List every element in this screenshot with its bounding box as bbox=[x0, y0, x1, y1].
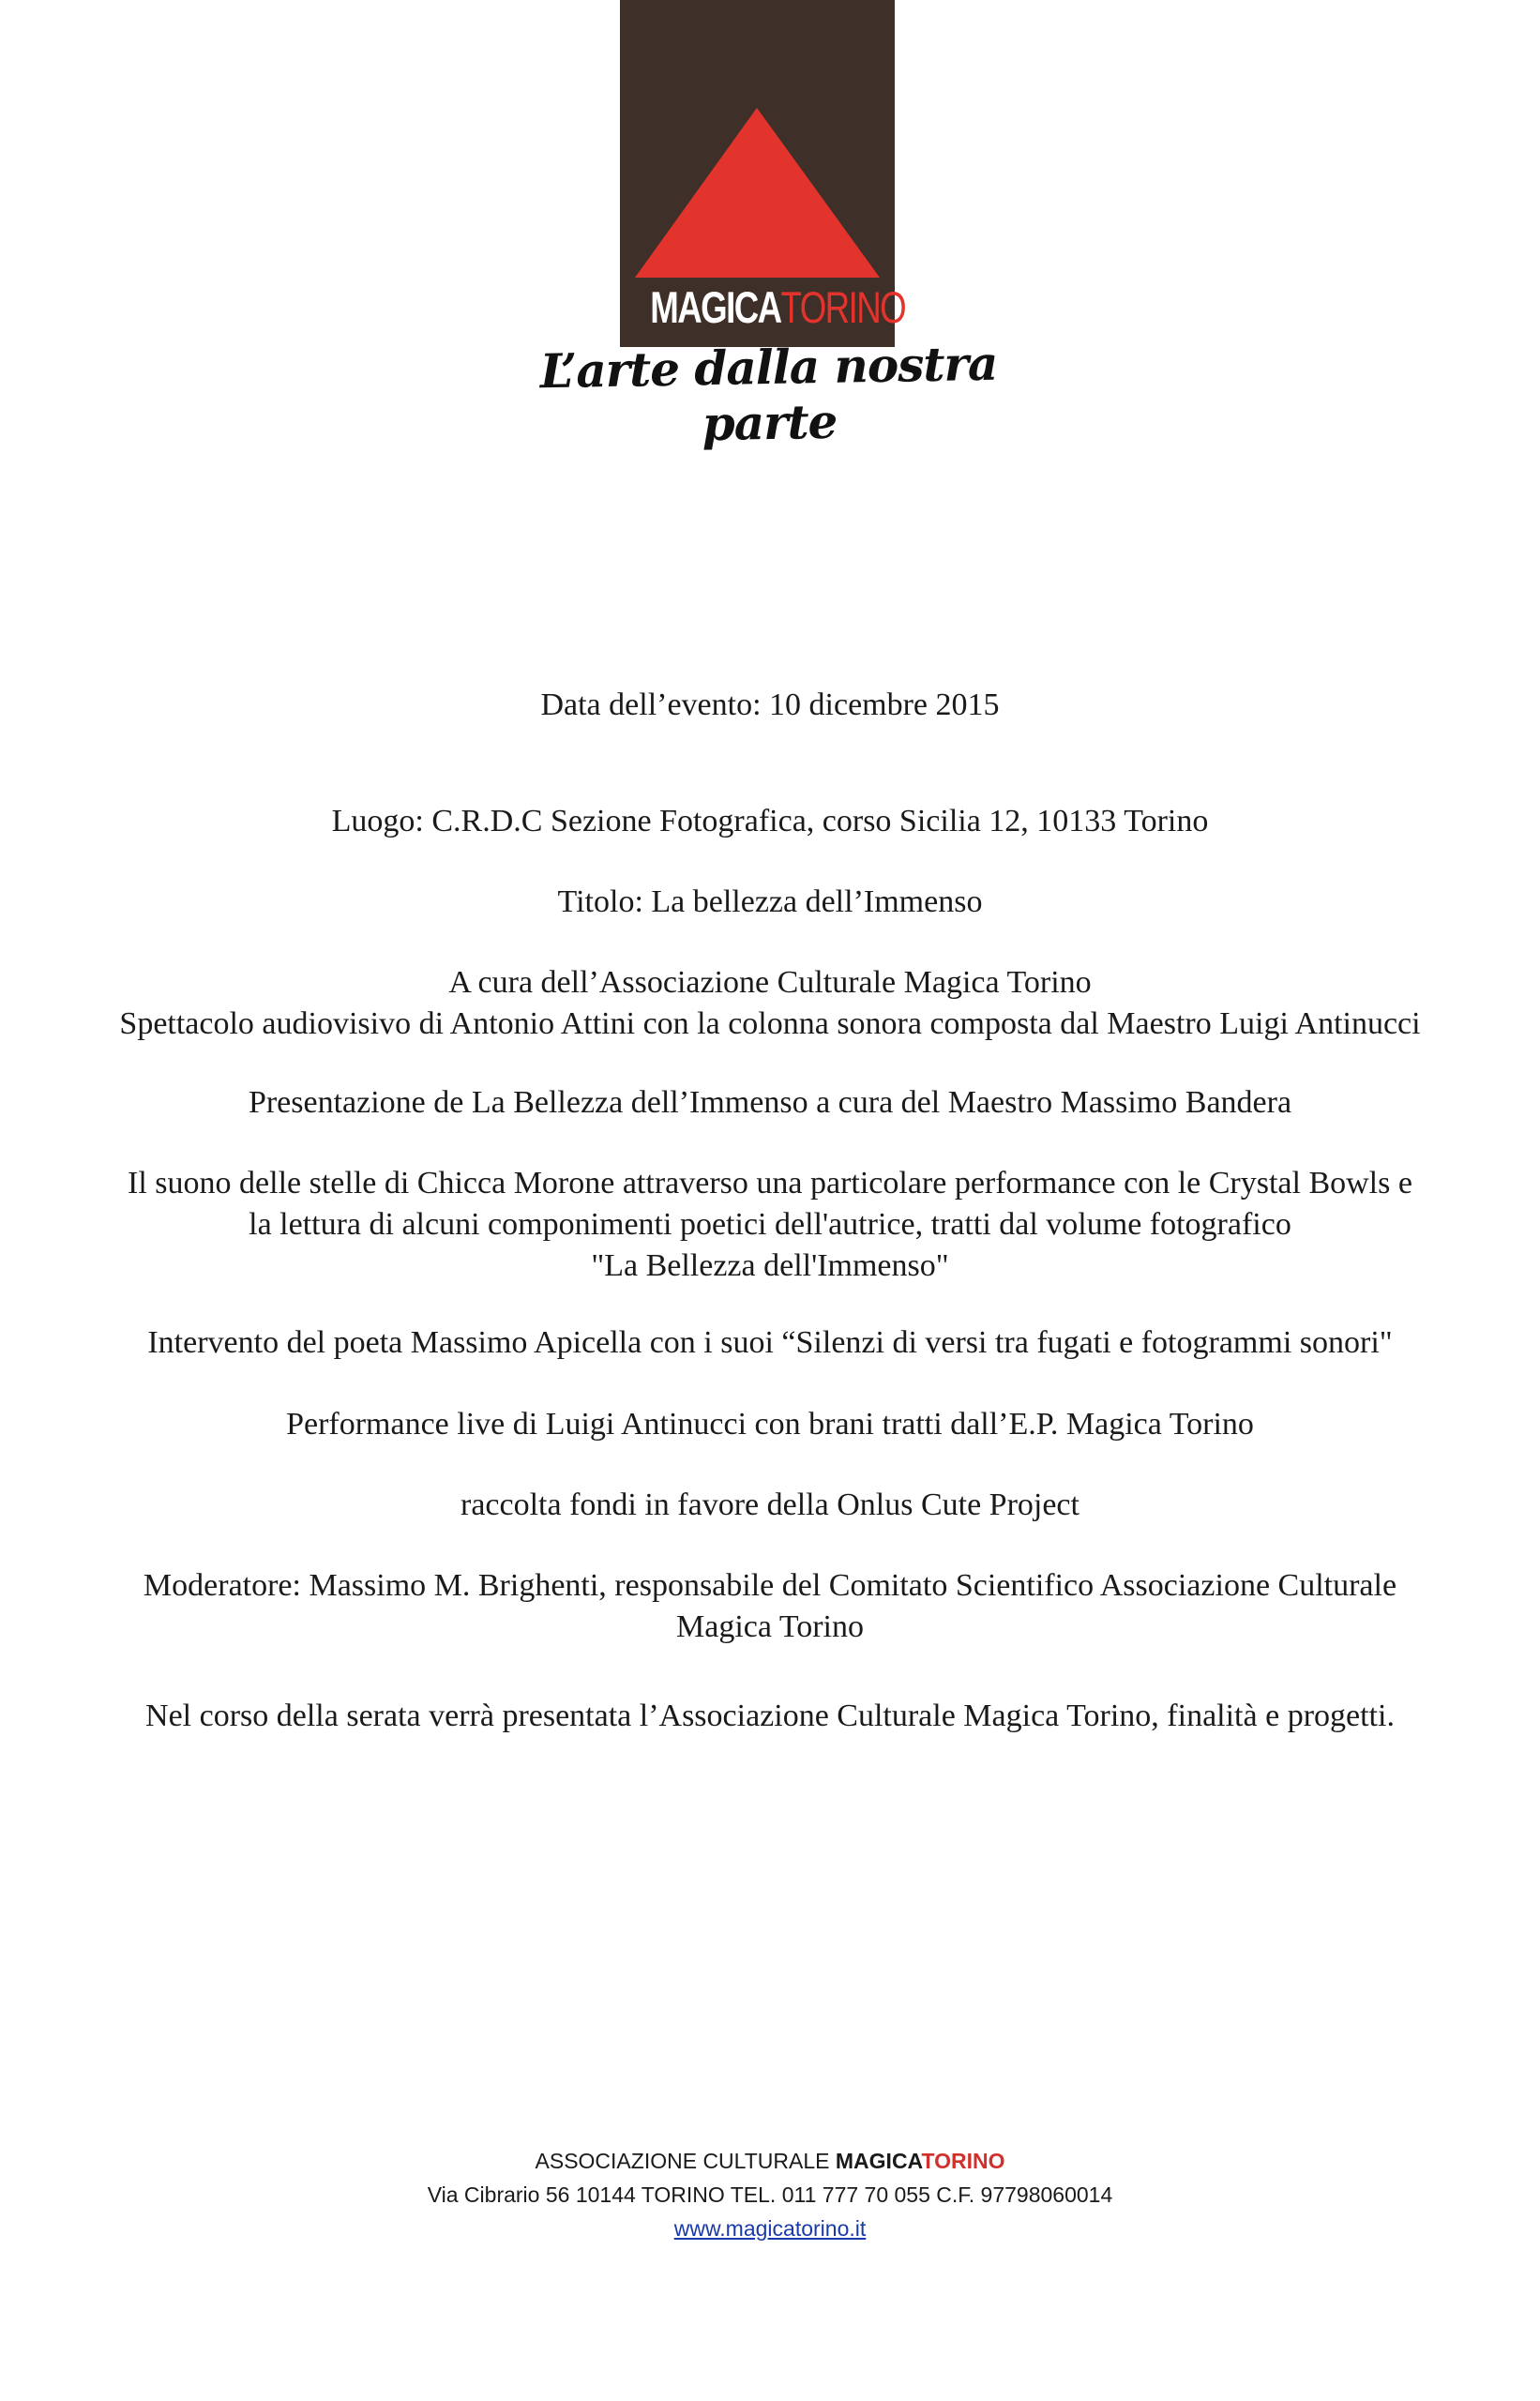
logo-word-magica: MAGICA bbox=[650, 282, 781, 332]
footer-website-link[interactable]: www.magicatorino.it bbox=[673, 2216, 867, 2241]
event-curator-line: Spettacolo audiovisivo di Antonio Attini con la colonna sonora composta dal Maestro Luigi Antinucci bbox=[119, 1006, 1421, 1041]
footer-address: Via Cibrario 56 10144 TORINO TEL. 011 777 70 055 C.F. 97798060014 bbox=[427, 2182, 1113, 2207]
logo-wordmark bbox=[650, 279, 906, 336]
event-closing: Nel corso della serata verrà presentata l’Associazione Culturale Magica Torino, finalità e progetti. bbox=[145, 1699, 1395, 1733]
event-moderator-line: Moderatore: Massimo M. Brighenti, responsabile del Comitato Scientifico Associazione Culturale bbox=[143, 1568, 1397, 1603]
event-poet: Intervento del poeta Massimo Apicella con i suoi “Silenzi di versi tra fugati e fotogrammi sonori" bbox=[147, 1325, 1393, 1360]
event-stars bbox=[38, 1163, 1502, 1287]
logo-word-torino: TORINO bbox=[780, 282, 906, 332]
event-curator-line: A cura dell’Associazione Culturale Magica Torino bbox=[448, 965, 1092, 1000]
event-moderator bbox=[38, 1565, 1502, 1648]
event-title: Titolo: La bellezza dell’Immenso bbox=[557, 884, 983, 919]
event-stars-line: la lettura di alcuni componimenti poetici dell'autrice, tratti dal volume fotografico bbox=[249, 1207, 1291, 1242]
event-performance: Performance live di Luigi Antinucci con brani tratti dall’E.P. Magica Torino bbox=[286, 1407, 1254, 1442]
event-date: Data dell’evento: 10 dicembre 2015 bbox=[540, 687, 1000, 722]
event-stars-line: Il suono delle stelle di Chicca Morone attraverso una particolare performance con le Crystal Bowls e bbox=[128, 1166, 1412, 1200]
footer-org-name-magica: MAGICA bbox=[835, 2149, 922, 2173]
footer-org-prefix: ASSOCIAZIONE CULTURALE bbox=[535, 2149, 836, 2173]
footer bbox=[0, 2144, 1540, 2245]
logo-tagline: L’arte dalla nostra parte bbox=[539, 335, 998, 452]
event-place: Luogo: C.R.D.C Sezione Fotografica, corso Sicilia 12, 10133 Torino bbox=[331, 804, 1209, 838]
event-fundraising: raccolta fondi in favore della Onlus Cute Project bbox=[460, 1487, 1080, 1522]
event-presentation: Presentazione de La Bellezza dell’Immenso a cura del Maestro Massimo Bandera bbox=[248, 1085, 1292, 1120]
footer-org-name-torino: TORINO bbox=[921, 2149, 1005, 2173]
footer-org bbox=[0, 2144, 1540, 2178]
event-stars-line: "La Bellezza dell'Immenso" bbox=[591, 1248, 949, 1283]
event-curator bbox=[38, 962, 1502, 1045]
logo bbox=[620, 0, 906, 347]
event-moderator-line: Magica Torino bbox=[676, 1609, 864, 1644]
